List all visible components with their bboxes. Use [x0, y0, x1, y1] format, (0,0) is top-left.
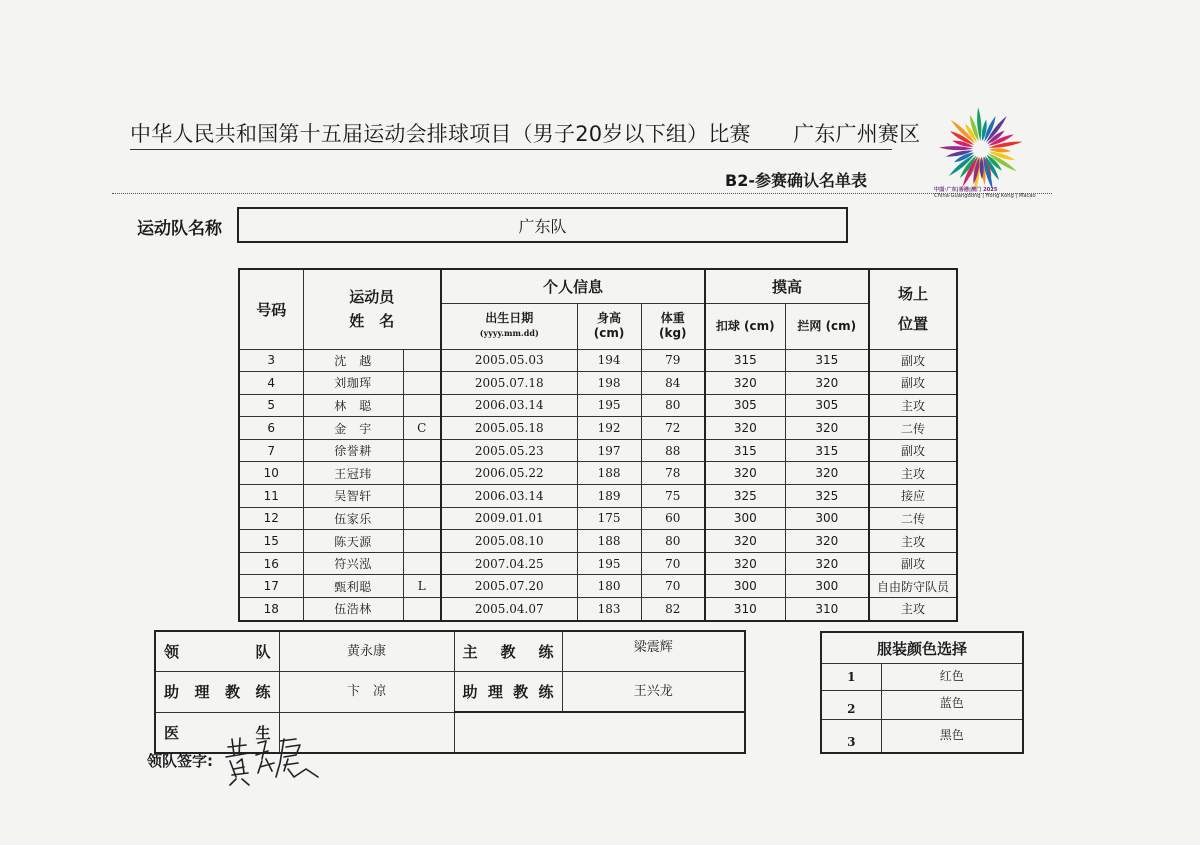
player-name: 陈天源: [303, 530, 403, 553]
player-block-reach: 320: [785, 417, 869, 440]
player-height: 198: [577, 372, 641, 395]
team-label: 运动队名称: [137, 219, 222, 239]
asst-coach-name-right: 王兴龙: [562, 672, 745, 713]
player-role: [403, 439, 441, 462]
player-name: 林 聪: [303, 394, 403, 417]
player-name: 王冠玮: [303, 462, 403, 485]
header-athlete: 运动员: [349, 288, 395, 307]
document-title-text: 中华人民共和国第十五届运动会排球项目（男子20岁以下组）比赛 广东广州赛区: [130, 122, 921, 146]
player-block-reach: 320: [785, 462, 869, 485]
header-position-line1: 场上: [898, 285, 929, 304]
roster-row: [239, 417, 957, 440]
player-spike-reach: 320: [705, 462, 785, 485]
player-weight: 82: [641, 598, 705, 621]
player-weight: 80: [641, 530, 705, 553]
player-spike-reach: 320: [705, 372, 785, 395]
player-block-reach: 320: [785, 530, 869, 553]
player-spike-reach: 320: [705, 417, 785, 440]
player-role: [403, 507, 441, 530]
header-athlete-name: [303, 269, 441, 349]
roster-row: [239, 439, 957, 462]
player-height: 183: [577, 598, 641, 621]
player-spike-reach: 315: [705, 349, 785, 372]
asst-coach-label-char: 教: [513, 683, 529, 701]
header-weight-unit: (kg): [658, 326, 687, 340]
player-position: 接应: [869, 485, 957, 508]
player-block-reach: 320: [785, 372, 869, 395]
player-position: 主攻: [869, 530, 957, 553]
player-position: 自由防守队员: [869, 575, 957, 598]
roster-row: [239, 530, 957, 553]
player-birth-date: 2006.03.14: [441, 485, 577, 508]
header-height-label: 身高: [597, 311, 622, 325]
player-number: 11: [239, 485, 303, 508]
player-birth-date: 2009.01.01: [441, 507, 577, 530]
player-birth-date: 2005.07.20: [441, 575, 577, 598]
logo-caption-line1: 中国·广东|香港|澳门 2025: [934, 187, 998, 193]
player-position: 主攻: [869, 394, 957, 417]
player-spike-reach: 300: [705, 575, 785, 598]
player-name: 符兴泓: [303, 552, 403, 575]
header-name: 姓 名: [349, 312, 395, 331]
player-role: C: [403, 417, 441, 440]
player-block-reach: 300: [785, 575, 869, 598]
header-weight-label: 体重: [660, 311, 685, 325]
player-block-reach: 300: [785, 507, 869, 530]
player-position: 副攻: [869, 349, 957, 372]
player-birth-date: 2005.05.23: [441, 439, 577, 462]
player-position: 二传: [869, 507, 957, 530]
uniform-option-color: 蓝色: [881, 691, 1023, 720]
player-name: 沈 越: [303, 349, 403, 372]
team-name: 广东队: [518, 216, 567, 236]
signature-label: 领队签字:: [147, 752, 213, 770]
player-weight: 88: [641, 439, 705, 462]
asst-coach-label-char: 练: [255, 683, 271, 702]
uniform-option-index: 3: [821, 720, 881, 753]
player-block-reach: 310: [785, 598, 869, 621]
player-height: 180: [577, 575, 641, 598]
uniform-option-index: 1: [821, 664, 881, 691]
roster-row: [239, 575, 957, 598]
player-height: 175: [577, 507, 641, 530]
player-height: 195: [577, 552, 641, 575]
player-height: 188: [577, 462, 641, 485]
head-coach-label-char: 练: [538, 643, 554, 661]
player-weight: 78: [641, 462, 705, 485]
roster-row: [239, 349, 957, 372]
player-number: 7: [239, 439, 303, 462]
header-personal-info: 个人信息: [441, 269, 705, 303]
player-number: 10: [239, 462, 303, 485]
player-birth-date: 2007.04.25: [441, 552, 577, 575]
uniform-option-index: 2: [821, 691, 881, 720]
header-spike: 扣球 (cm): [705, 303, 785, 349]
header-position: [869, 269, 957, 349]
player-weight: 75: [641, 485, 705, 508]
team-name-field: [237, 207, 848, 243]
player-height: 188: [577, 530, 641, 553]
player-role: [403, 394, 441, 417]
player-block-reach: 325: [785, 485, 869, 508]
player-role: [403, 485, 441, 508]
header-reach: 摸高: [705, 269, 869, 303]
header-number: 号码: [239, 269, 303, 349]
logo-caption: [934, 187, 1036, 199]
roster-row: [239, 462, 957, 485]
player-birth-date: 2006.05.22: [441, 462, 577, 485]
leader-label: [155, 631, 279, 672]
head-coach-name: 梁震辉: [562, 631, 745, 672]
title-underline: [130, 149, 892, 150]
header-birth-date: [441, 303, 577, 349]
player-role: L: [403, 575, 441, 598]
head-coach-label: [454, 631, 562, 672]
uniform-option-color: 红色: [881, 664, 1023, 691]
logo-petal: [980, 119, 988, 141]
player-birth-date: 2006.03.14: [441, 394, 577, 417]
player-number: 15: [239, 530, 303, 553]
header-height: [577, 303, 641, 349]
player-birth-date: 2005.08.10: [441, 530, 577, 553]
player-birth-date: 2005.05.03: [441, 349, 577, 372]
player-weight: 70: [641, 552, 705, 575]
player-name: 伍家乐: [303, 507, 403, 530]
player-spike-reach: 310: [705, 598, 785, 621]
leader-label-char: 队: [255, 643, 271, 661]
player-birth-date: 2005.07.18: [441, 372, 577, 395]
player-name: 金 宇: [303, 417, 403, 440]
player-role: [403, 552, 441, 575]
player-height: 189: [577, 485, 641, 508]
roster-row: [239, 394, 957, 417]
header-height-unit: (cm): [593, 326, 625, 340]
header-birth-date-format: (yyyy.mm.dd): [479, 328, 539, 338]
player-spike-reach: 305: [705, 394, 785, 417]
player-weight: 80: [641, 394, 705, 417]
player-weight: 70: [641, 575, 705, 598]
player-block-reach: 305: [785, 394, 869, 417]
player-block-reach: 320: [785, 552, 869, 575]
player-position: 主攻: [869, 462, 957, 485]
roster-row: [239, 552, 957, 575]
player-spike-reach: 300: [705, 507, 785, 530]
player-block-reach: 315: [785, 349, 869, 372]
dotted-divider: [112, 193, 1052, 194]
player-number: 17: [239, 575, 303, 598]
handwritten-signature-icon: [222, 733, 322, 788]
player-height: 192: [577, 417, 641, 440]
player-weight: 84: [641, 372, 705, 395]
asst-coach-label-char: 助: [164, 683, 180, 702]
leader-label-char: 领: [164, 643, 180, 661]
player-spike-reach: 315: [705, 439, 785, 462]
header-birth-date-label: 出生日期: [485, 311, 534, 325]
leader-name: 黄永康: [279, 631, 454, 672]
player-number: 12: [239, 507, 303, 530]
player-spike-reach: 320: [705, 530, 785, 553]
player-height: 194: [577, 349, 641, 372]
player-position: 副攻: [869, 552, 957, 575]
player-weight: 79: [641, 349, 705, 372]
staff-empty-cell: [454, 712, 745, 753]
uniform-color-title: 服装颜色选择: [821, 632, 1023, 664]
asst-coach-label-char: 教: [224, 683, 240, 702]
asst-coach-label-char: 理: [487, 683, 503, 701]
player-position: 二传: [869, 417, 957, 440]
head-coach-label-char: 教: [500, 643, 516, 661]
player-spike-reach: 325: [705, 485, 785, 508]
roster-body: [239, 349, 957, 621]
player-birth-date: 2005.05.18: [441, 417, 577, 440]
roster-row: [239, 372, 957, 395]
player-role: [403, 349, 441, 372]
header-position-line2: 位置: [898, 315, 929, 334]
player-position: 副攻: [869, 439, 957, 462]
player-spike-reach: 320: [705, 552, 785, 575]
header-block: 拦网 (cm): [785, 303, 869, 349]
player-number: 5: [239, 394, 303, 417]
player-number: 18: [239, 598, 303, 621]
player-name: 吴智轩: [303, 485, 403, 508]
player-name: 刘珈珲: [303, 372, 403, 395]
roster-row: [239, 507, 957, 530]
header-weight: [641, 303, 705, 349]
logo-caption-line2: China·Guangdong | Hong Kong | Macao: [934, 193, 1036, 199]
form-code: B2-参赛确认名单表: [725, 171, 867, 190]
asst-coach-name-left: 卞 凉: [279, 672, 454, 713]
head-coach-label-char: 主: [462, 643, 478, 661]
uniform-color-table: [820, 631, 1024, 754]
roster-row: [239, 485, 957, 508]
roster-table: [238, 268, 958, 622]
player-role: [403, 530, 441, 553]
uniform-option-color: 黑色: [881, 720, 1023, 753]
player-number: 3: [239, 349, 303, 372]
player-height: 195: [577, 394, 641, 417]
player-role: [403, 372, 441, 395]
player-name: 徐誉耕: [303, 439, 403, 462]
document-title: [130, 118, 921, 146]
player-number: 6: [239, 417, 303, 440]
doctor-label-char: 生: [255, 723, 271, 742]
player-position: 主攻: [869, 598, 957, 621]
player-role: [403, 462, 441, 485]
player-weight: 60: [641, 507, 705, 530]
player-number: 16: [239, 552, 303, 575]
player-weight: 72: [641, 417, 705, 440]
player-name: 伍浩林: [303, 598, 403, 621]
doctor-label-char: 医: [164, 723, 180, 742]
player-block-reach: 315: [785, 439, 869, 462]
asst-coach-label-char: 助: [462, 683, 478, 701]
player-birth-date: 2005.04.07: [441, 598, 577, 621]
player-name: 甄利聪: [303, 575, 403, 598]
player-height: 197: [577, 439, 641, 462]
player-number: 4: [239, 372, 303, 395]
roster-row: [239, 598, 957, 621]
player-role: [403, 598, 441, 621]
asst-coach-label: [155, 672, 279, 713]
asst-coach-label-char: 理: [194, 683, 210, 702]
player-position: 副攻: [869, 372, 957, 395]
asst-coach-label-right: [454, 672, 562, 713]
asst-coach-label-char: 练: [538, 683, 554, 701]
